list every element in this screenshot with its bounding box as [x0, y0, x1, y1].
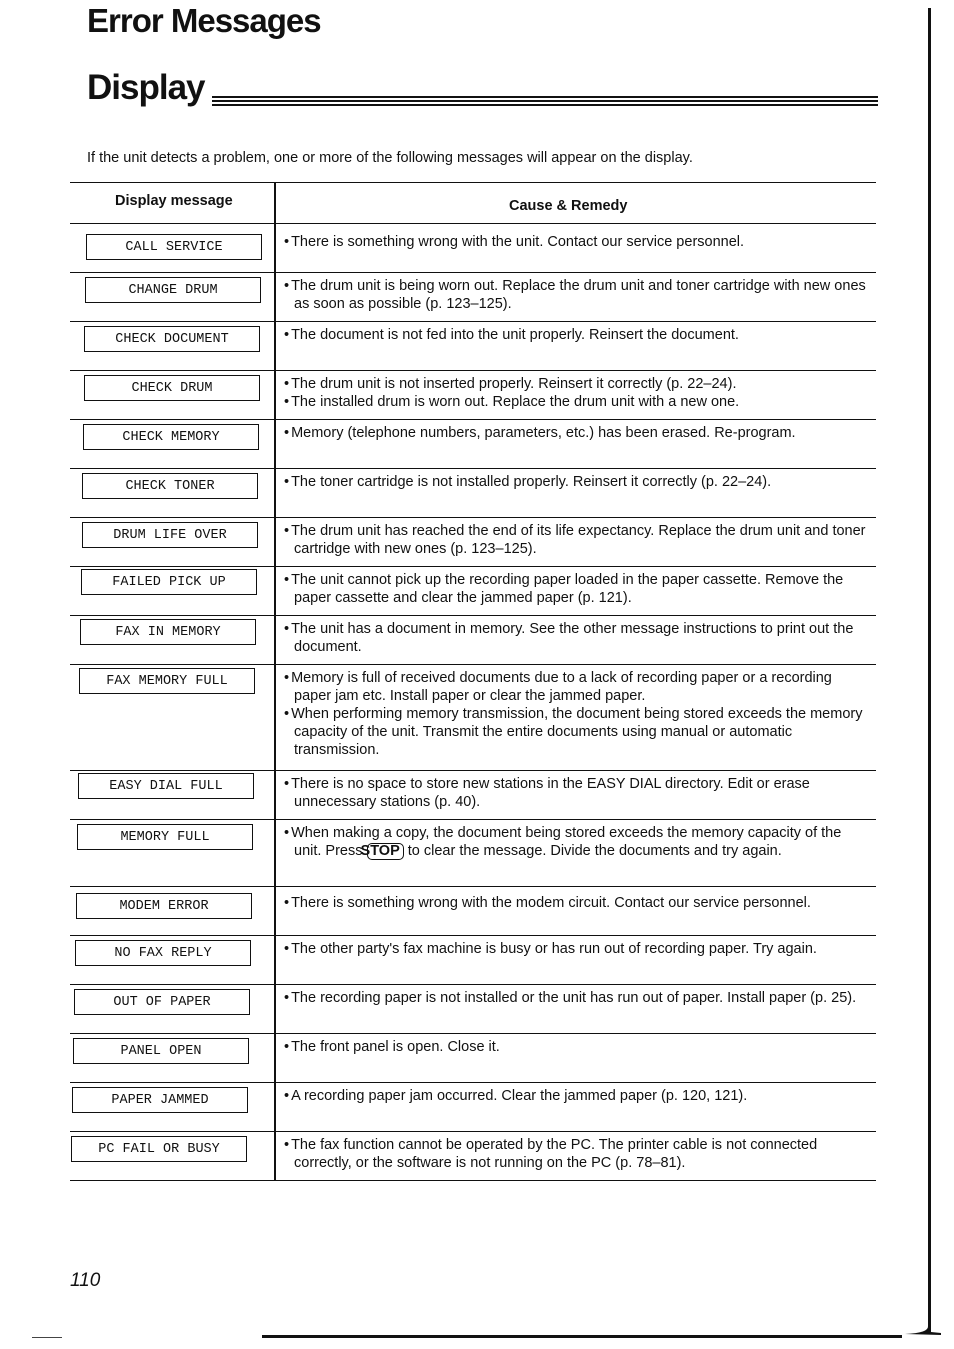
message-box: CHECK DRUM: [84, 375, 260, 401]
corner-mark: [905, 1326, 941, 1336]
remedy-text: • The unit cannot pick up the recording paper loaded in the paper cassette. Remove the paper cassette and clear the jammed paper (p. 121).: [284, 571, 872, 607]
table-row: [70, 469, 876, 518]
remedy-text: • The other party's fax machine is busy or has run out of recording paper. Try again.: [284, 940, 872, 958]
message-box: CHECK TONER: [82, 473, 258, 499]
table-row: [70, 518, 876, 567]
table-row: [70, 1132, 876, 1181]
remedy-text: • There is something wrong with the modem circuit. Contact our service personnel.: [284, 894, 872, 912]
table-row: [70, 936, 876, 985]
message-box: FAILED PICK UP: [81, 569, 257, 595]
message-box: DRUM LIFE OVER: [82, 522, 258, 548]
remedy-text: • The unit has a document in memory. See the other message instructions to print out the document.: [284, 620, 872, 656]
table-row: [70, 1034, 876, 1083]
message-box: CHANGE DRUM: [85, 277, 261, 303]
message-box: PC FAIL OR BUSY: [71, 1136, 247, 1162]
remedy-text: • The document is not fed into the unit properly. Reinsert the document.: [284, 326, 872, 344]
message-box: NO FAX REPLY: [75, 940, 251, 966]
bottom-rule: [262, 1335, 902, 1338]
right-border: [928, 8, 931, 1333]
table-row: [70, 322, 876, 371]
message-box: CHECK MEMORY: [83, 424, 259, 450]
message-box: MEMORY FULL: [77, 824, 253, 850]
remedy-text: • A recording paper jam occurred. Clear the jammed paper (p. 120, 121).: [284, 1087, 872, 1105]
message-box: OUT OF PAPER: [74, 989, 250, 1015]
page-number: 110: [70, 1270, 101, 1291]
col-header-remedy: Cause & Remedy: [509, 198, 628, 214]
table-row: [70, 371, 876, 420]
table-row: [70, 771, 876, 820]
message-box: CALL SERVICE: [86, 234, 262, 260]
error-table: [70, 182, 876, 1181]
remedy-text: • Memory is full of received documents due to a lack of recording paper or a recording paper jam etc. Install paper or clear the jammed paper. • When performing memory transmission, the document being stored exceeds the memory capacity of the unit. Transmit the entire documents using manual or automatic transmission.: [284, 669, 872, 759]
remedy-text: • The drum unit has reached the end of its life expectancy. Replace the drum unit and toner cartridge with new ones (p. 123–125).: [284, 522, 872, 558]
page-title: Error Messages: [87, 2, 321, 39]
table-row: [70, 420, 876, 469]
stop-key-label: STOP: [367, 843, 404, 860]
table-row: [70, 887, 876, 936]
title-rule: [212, 96, 878, 110]
table-header: [70, 182, 876, 224]
section-title: Display: [87, 68, 205, 107]
message-box: PAPER JAMMED: [72, 1087, 248, 1113]
intro-text: If the unit detects a problem, one or more of the following messages will appear on the display.: [87, 150, 693, 166]
message-box: EASY DIAL FULL: [78, 773, 254, 799]
table-row: [70, 616, 876, 665]
remedy-text: • The toner cartridge is not installed properly. Reinsert it correctly (p. 22–24).: [284, 473, 872, 491]
table-row: [70, 1083, 876, 1132]
table-row: [70, 985, 876, 1034]
message-box: MODEM ERROR: [76, 893, 252, 919]
table-row: [70, 273, 876, 322]
remedy-text: • The drum unit is being worn out. Replace the drum unit and toner cartridge with new ones as soon as possible (p. 123–125).: [284, 277, 872, 313]
message-box: CHECK DOCUMENT: [84, 326, 260, 352]
remedy-text: • The drum unit is not inserted properly. Reinsert it correctly (p. 22–24). • The installed drum is worn out. Replace the drum unit with a new one.: [284, 375, 872, 411]
table-row: [70, 567, 876, 616]
table-row: [70, 820, 876, 887]
col-header-message: Display message: [115, 193, 233, 209]
remedy-text: • There is something wrong with the unit. Contact our service personnel.: [284, 233, 872, 251]
remedy-text: • When making a copy, the document being stored exceeds the memory capacity of the unit. Press STOP to clear the message. Divide the documents and try again.: [284, 824, 872, 860]
remedy-text: • Memory (telephone numbers, parameters, etc.) has been erased. Re-program.: [284, 424, 872, 442]
table-row: [70, 224, 876, 273]
bottom-dash: [32, 1337, 62, 1338]
remedy-text: • The front panel is open. Close it.: [284, 1038, 872, 1056]
remedy-text: • The fax function cannot be operated by the PC. The printer cable is not connected correctly, or the software is not running on the PC (p. 78–81).: [284, 1136, 872, 1172]
message-box: FAX MEMORY FULL: [79, 668, 255, 694]
remedy-text: • There is no space to store new stations in the EASY DIAL directory. Edit or erase unnecessary stations (p. 40).: [284, 775, 872, 811]
message-box: PANEL OPEN: [73, 1038, 249, 1064]
remedy-text: • The recording paper is not installed or the unit has run out of paper. Install paper (p. 25).: [284, 989, 872, 1007]
table-row: [70, 665, 876, 771]
message-box: FAX IN MEMORY: [80, 619, 256, 645]
